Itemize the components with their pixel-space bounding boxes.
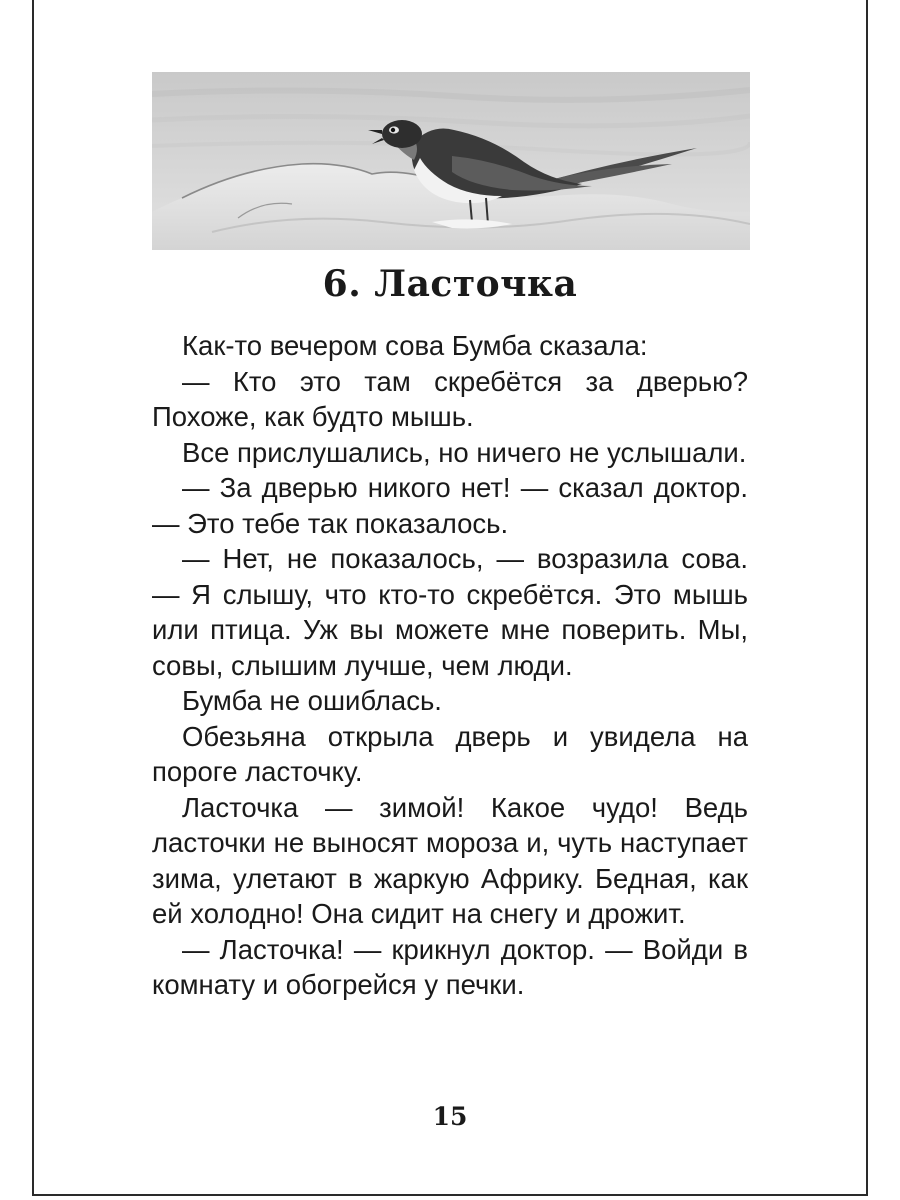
paragraph: — За дверью никого нет! — сказал доктор. — Это тебе так показалось. — [152, 472, 748, 539]
swallow-illustration — [152, 72, 750, 250]
paragraph: Бумба не ошиблась. — [182, 685, 442, 716]
paragraph: Ласточка — зимой! Какое чудо! Ведь ласточки не выносят мороза и, чуть наступает зима, улетают в жаркую Африку. Бедная, как ей холодно! Она сидит на снегу и дрожит. — [152, 791, 748, 929]
paragraph: Все прислушались, но ничего не услышали. — [182, 436, 747, 468]
paragraph: Обезьяна открыла дверь и увидела на пороге ласточку. — [152, 720, 748, 787]
paragraph: — Нет, не показалось, — возразила сова. — Я слышу, что кто-то скребётся. Это мышь или птица. Уж вы можете мне поверить. Мы, совы, слышим лучше, чем люди. — [152, 543, 748, 681]
chapter-title: 6. Ласточка — [322, 263, 578, 305]
page-number: 15 — [432, 1102, 468, 1131]
paragraph: — Кто это там скребётся за дверью? Похоже, как будто мышь. — [152, 365, 748, 432]
swallow-bird-icon — [152, 72, 750, 250]
paragraph: — Ласточка! — крикнул доктор. — Войди в комнату и обогрейся у печки. — [152, 933, 748, 1000]
story-text — [152, 328, 748, 1003]
paragraph: Как-то вечером сова Бумба сказала: — [182, 330, 648, 361]
